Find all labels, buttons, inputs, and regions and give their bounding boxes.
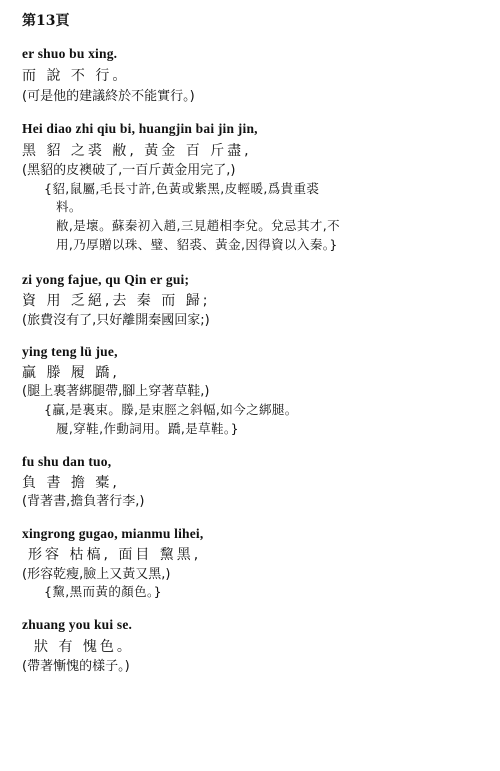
note-line: 履,穿鞋,作動詞用。蹻,是草鞋。} [56,421,239,436]
hanzi-line: 黑 貂 之裘 敝, 黃金 百 斤盡, [22,143,252,159]
hanzi-line: 狀 有 愧色。 [34,639,134,655]
translation-line: (旅費沒有了,只好離開秦國回家;) [22,313,210,328]
translation-line: (背著書,擔負著行李,) [22,494,145,509]
note-line: {贏,是裏束。滕,是束脛之斜幅,如今之綁腿。 [44,402,298,417]
hanzi-line: 負 書 擔 橐, [22,475,120,491]
hanzi-line: 形容 枯槁, 面目 黧黑, [28,547,202,563]
translation-line: (黑貂的皮襖破了,一百斤黃金用完了,) [22,163,236,178]
hanzi-line: 而 說 不 行。 [22,68,130,84]
note-line: 料。 [56,199,82,214]
hanzi-line: 贏 滕 履 蹻, [22,365,120,381]
pinyin-line: ying teng lü jue, [22,344,118,359]
page-header: 第13頁 [22,13,70,29]
pinyin-line: zi yong fajue, qu Qin er gui; [22,272,190,287]
pinyin-line: zhuang you kui se. [22,617,133,632]
pinyin-line: xingrong gugao, mianmu lihei, [22,526,204,541]
translation-line: (可是他的建議終於不能實行。) [22,89,195,104]
hanzi-line: 資 用 乏絕,去 秦 而 歸; [22,293,211,309]
note-line: 用,乃厚贈以珠、璧、貂裘、黃金,因得資以入秦。} [56,237,338,252]
note-line: {貂,鼠屬,毛長寸許,色黃或紫黑,皮輕暖,爲貴重裘 [44,181,320,196]
pinyin-line: Hei diao zhi qiu bi, huangjin bai jin jin, [22,121,258,136]
pinyin-line: er shuo bu xing. [22,46,118,61]
pinyin-line: fu shu dan tuo, [22,454,112,469]
translation-line: (腿上裏著綁腿帶,腳上穿著草鞋,) [22,384,210,399]
translation-line: (形容乾瘦,臉上又黃又黑,) [22,567,171,582]
note-line: {黧,黑而黃的顏色。} [44,584,163,599]
note-line: 敝,是壞。蘇秦初入趙,三見趙相李兌。兌忌其才,不 [56,218,341,233]
translation-line: (帶著慚愧的樣子。) [22,659,130,674]
